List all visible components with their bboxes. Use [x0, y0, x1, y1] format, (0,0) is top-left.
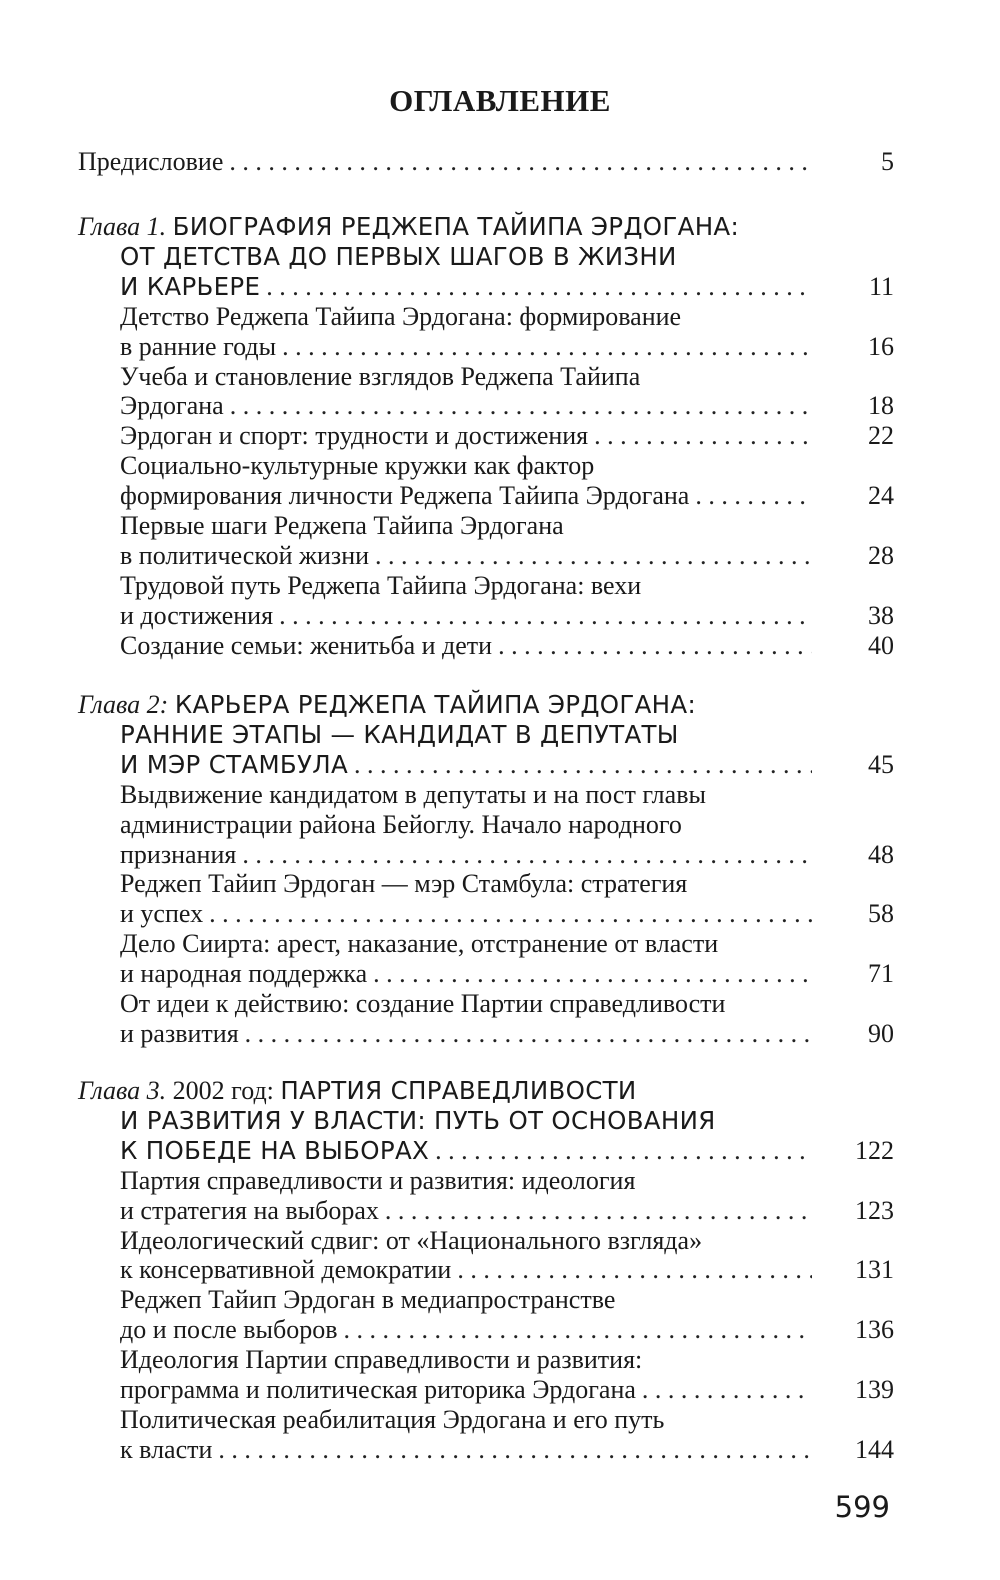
- dot-leader: [266, 272, 812, 302]
- section-title: и стратегия на выборах: [120, 1195, 379, 1225]
- chapter-heading-line: [120, 1135, 894, 1166]
- page-ref: 24: [868, 481, 894, 511]
- section-entry-line: [120, 331, 894, 362]
- page-ref: 38: [868, 600, 894, 630]
- page-ref: 136: [855, 1315, 894, 1345]
- section-title: признания: [120, 839, 237, 869]
- section-title: Учеба и становление взглядов Реджепа Тайипа: [120, 361, 641, 391]
- dot-leader: [695, 481, 812, 511]
- section-entry-line: [120, 481, 894, 511]
- page-ref: 45: [868, 749, 894, 779]
- dot-leader: [373, 959, 812, 989]
- section-title: и развития: [120, 1018, 239, 1048]
- section-title: Реджеп Тайип Эрдоган в медиапространстве: [120, 1285, 616, 1315]
- section-entry-line: [120, 600, 894, 631]
- dot-leader: [245, 1019, 812, 1049]
- dot-leader: [435, 1136, 812, 1166]
- section-entry-line: [120, 839, 894, 870]
- page-ref: 71: [868, 959, 894, 989]
- dot-leader: [344, 1315, 812, 1345]
- section-entry-line: [120, 1315, 894, 1345]
- section-title: От идеи к действию: создание Партии справедливости: [120, 989, 726, 1018]
- dot-leader: [385, 1196, 812, 1226]
- dot-leader: [354, 750, 812, 780]
- chapter-title: И КАРЬЕРЕ: [120, 271, 261, 301]
- page-ref: 144: [855, 1434, 894, 1464]
- section-title: Идеологический сдвиг: от «Национального взгляда»: [120, 1225, 703, 1255]
- section-entry-line: [120, 899, 894, 929]
- section-title: и народная поддержка: [120, 959, 368, 989]
- dot-leader: [230, 391, 812, 421]
- chapter-title: РАННИЕ ЭТАПЫ — КАНДИДАТ В ДЕПУТАТЫ: [120, 719, 679, 749]
- section-entry-line: [120, 1255, 894, 1285]
- section-entry-line: [120, 571, 641, 601]
- section-title: Идеология Партии справедливости и развития:: [120, 1345, 643, 1375]
- section-entry-line: [120, 1434, 894, 1465]
- section-entry-line: [120, 1018, 894, 1049]
- page-ref: 5: [881, 147, 894, 176]
- chapter-title: ОТ ДЕТСТВА ДО ПЕРВЫХ ШАГОВ В ЖИЗНИ: [120, 241, 677, 271]
- chapter-title: И РАЗВИТИЯ У ВЛАСТИ: ПУТЬ ОТ ОСНОВАНИЯ: [120, 1105, 716, 1135]
- page-ref: 48: [868, 839, 894, 869]
- section-entry-line: [120, 989, 725, 1019]
- dot-leader: [242, 840, 812, 870]
- section-title: в политической жизни: [120, 540, 370, 570]
- section-title: Партия справедливости и развития: идеология: [120, 1165, 636, 1195]
- chapter-label: Глава 3.: [78, 1076, 167, 1105]
- section-entry-line: [120, 959, 894, 989]
- dot-leader: [594, 421, 812, 451]
- section-title: к власти: [120, 1434, 213, 1464]
- section-title: Первые шаги Реджепа Тайипа Эрдогана: [120, 511, 564, 540]
- page-ref: 122: [855, 1135, 894, 1165]
- section-entry-line: [120, 1166, 635, 1196]
- chapter-heading-line: [120, 242, 677, 272]
- section-title: программа и политическая риторика Эрдогана: [120, 1375, 636, 1404]
- dot-leader: [229, 147, 812, 177]
- section-entry-line: [120, 362, 640, 392]
- section-title: Социально-культурные кружки как фактор: [120, 451, 595, 481]
- section-entry-line: [120, 1226, 702, 1256]
- chapter-heading-line: [120, 1106, 716, 1136]
- page-ref: 28: [868, 540, 894, 570]
- page-ref: 22: [868, 421, 894, 451]
- section-entry-line: [120, 810, 682, 840]
- section-title: Политическая реабилитация Эрдогана и его путь: [120, 1404, 665, 1434]
- section-title: администрации района Бейоглу. Начало народного: [120, 809, 682, 839]
- dot-leader: [642, 1375, 812, 1405]
- entry-title: Предисловие: [78, 147, 224, 176]
- section-entry-line: [120, 511, 564, 541]
- section-title: Создание семьи: женитьба и дети: [120, 630, 493, 660]
- chapter-heading-line: [120, 720, 679, 750]
- section-entry-line: [120, 1405, 664, 1435]
- page-ref: 40: [868, 630, 894, 660]
- section-entry-line: [120, 540, 894, 571]
- dot-leader: [498, 631, 812, 661]
- page-ref: 11: [868, 271, 894, 301]
- section-entry-line: [120, 1195, 894, 1226]
- page-number: 599: [834, 1490, 890, 1524]
- section-entry-line: [120, 302, 681, 332]
- chapter-title: К ПОБЕДЕ НА ВЫБОРАХ: [120, 1135, 430, 1165]
- dot-leader: [282, 332, 812, 362]
- page-ref: 123: [855, 1195, 894, 1225]
- dot-leader: [457, 1255, 812, 1285]
- chapter-heading-line: [78, 690, 696, 720]
- dot-leader: [218, 1435, 812, 1465]
- section-entry-line: [120, 451, 594, 481]
- section-title: Выдвижение кандидатом в депутаты и на пост главы: [120, 779, 706, 809]
- section-entry-line: [120, 630, 894, 661]
- section-title: Эрдоган и спорт: трудности и достижения: [120, 421, 589, 451]
- section-title: и успех: [120, 899, 204, 929]
- dot-leader: [209, 899, 812, 929]
- chapter-title: ПАРТИЯ СПРАВЕДЛИВОСТИ: [280, 1076, 637, 1105]
- section-entry-line: [120, 421, 894, 451]
- section-title: Трудовой путь Реджепа Тайипа Эрдогана: вехи: [120, 570, 642, 600]
- chapter-heading-line: [120, 271, 894, 302]
- section-entry-line: [120, 1285, 615, 1315]
- section-title: Эрдогана: [120, 391, 224, 421]
- chapter-year: 2002 год:: [172, 1076, 274, 1105]
- section-title: формирования личности Реджепа Тайипа Эрдогана: [120, 481, 690, 511]
- section-entry-line: [120, 391, 894, 421]
- section-title: до и после выборов: [120, 1315, 338, 1345]
- toc-entry-preface: [78, 147, 894, 177]
- page-ref: 131: [855, 1255, 894, 1285]
- section-title: Дело Сиирта: арест, наказание, отстранение от власти: [120, 929, 719, 959]
- section-title: Реджеп Тайип Эрдоган — мэр Стамбула: стратегия: [120, 869, 688, 899]
- page-title: ОГЛАВЛЕНИЕ: [389, 83, 611, 118]
- page-ref: 90: [868, 1018, 894, 1048]
- chapter-label: Глава 1.: [78, 212, 167, 241]
- page-ref: 18: [868, 391, 894, 421]
- page-ref: 58: [868, 899, 894, 929]
- chapter-title: БИОГРАФИЯ РЕДЖЕПА ТАЙИПА ЭРДОГАНА:: [172, 212, 740, 241]
- dot-leader: [279, 601, 812, 631]
- section-entry-line: [120, 869, 687, 899]
- section-title: к консервативной демократии: [120, 1255, 452, 1285]
- chapter-heading-line: [78, 1076, 637, 1106]
- section-title: в ранние годы: [120, 331, 277, 361]
- chapter-heading-line: [120, 749, 894, 780]
- section-entry-line: [120, 780, 706, 810]
- section-entry-line: [120, 1375, 894, 1405]
- chapter-title: КАРЬЕРА РЕДЖЕПА ТАЙИПА ЭРДОГАНА:: [174, 690, 696, 719]
- section-entry-line: [120, 1345, 642, 1375]
- section-title: Детство Реджепа Тайипа Эрдогана: формирование: [120, 301, 682, 331]
- section-entry-line: [120, 929, 718, 959]
- chapter-label: Глава 2:: [78, 690, 169, 719]
- dot-leader: [375, 541, 812, 571]
- section-title: и достижения: [120, 600, 274, 630]
- chapter-title: И МЭР СТАМБУЛА: [120, 749, 349, 779]
- chapter-heading-line: [78, 212, 739, 242]
- page-ref: 16: [868, 331, 894, 361]
- page-ref: 139: [855, 1375, 894, 1404]
